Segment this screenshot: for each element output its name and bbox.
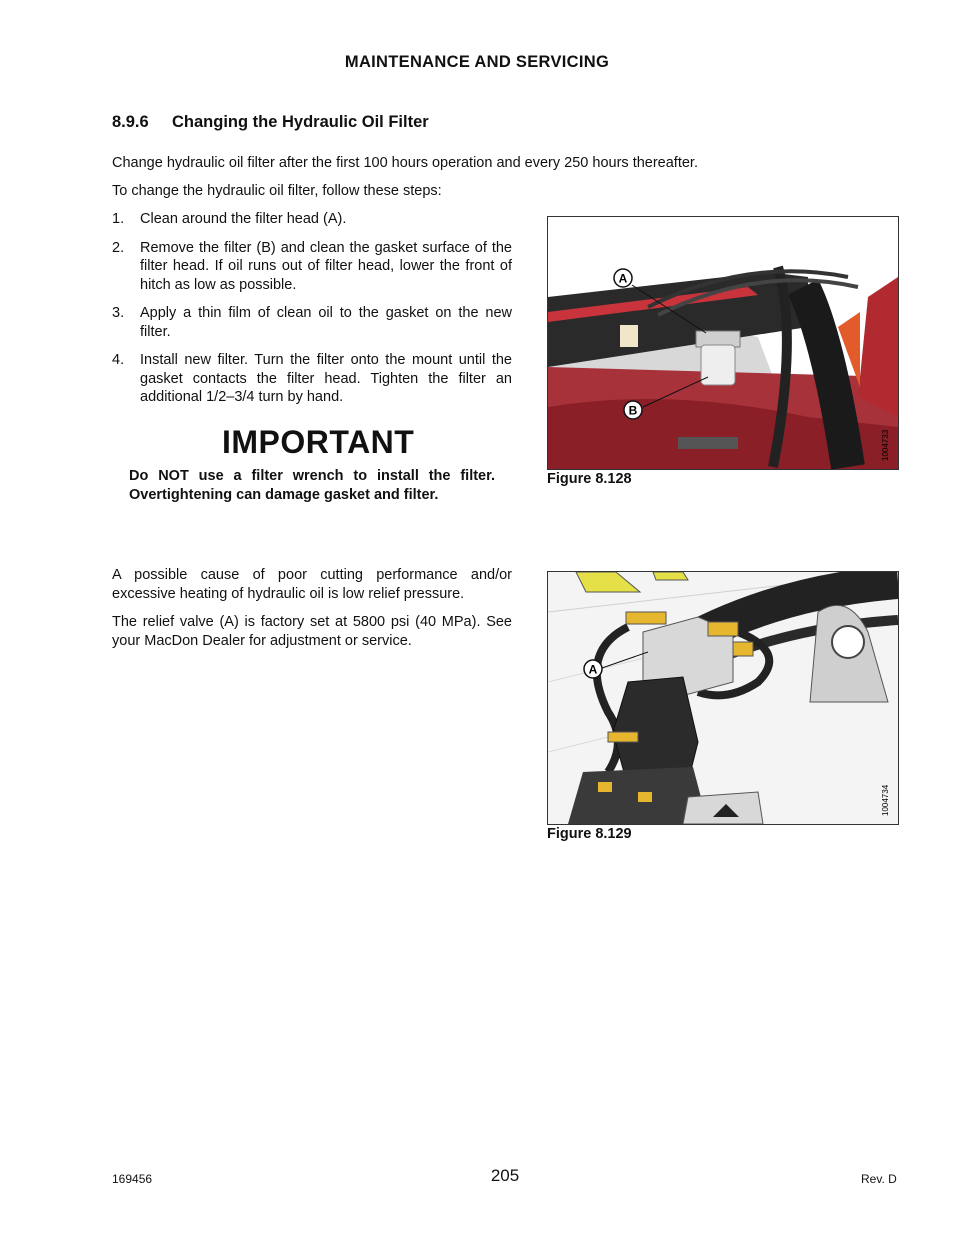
callout-a-label: A bbox=[588, 662, 598, 677]
page-number: 205 bbox=[490, 1166, 520, 1185]
figure-id: 1004733 bbox=[881, 429, 890, 461]
relief-paragraph: A possible cause of poor cutting performance and/or excessive heating of hydraulic oil is low relief pressure. bbox=[112, 567, 512, 602]
important-heading: IMPORTANT bbox=[222, 424, 415, 460]
callout-a-label: A bbox=[618, 271, 628, 286]
oil-filter-illustration bbox=[548, 217, 898, 469]
figure-caption: Figure 8.128 bbox=[547, 471, 632, 487]
section-heading bbox=[112, 113, 429, 132]
relief-valve-paragraph: The relief valve (A) is factory set at 5800 psi (40 MPa). See your MacDon Dealer for adjustment or service. bbox=[112, 614, 512, 649]
step-number: 3. bbox=[112, 305, 125, 321]
step-text: Remove the filter (B) and clean the gasket surface of the filter head. If oil runs out of filter head, lower the front of hitch as low as possible. bbox=[140, 239, 512, 293]
steps-intro: To change the hydraulic oil filter, follow these steps: bbox=[112, 183, 442, 199]
callout-b-label: B bbox=[628, 403, 638, 418]
figure-caption: Figure 8.129 bbox=[547, 826, 632, 842]
list-item bbox=[112, 210, 512, 229]
footer-doc-number: 169456 bbox=[112, 1172, 153, 1186]
relief-valve-illustration bbox=[548, 572, 898, 824]
steps-list bbox=[112, 210, 512, 417]
step-text: Clean around the filter head (A). bbox=[140, 211, 347, 227]
list-item bbox=[112, 239, 512, 295]
important-text: Do NOT use a filter wrench to install the filter. Overtightening can damage gasket and filter. bbox=[129, 468, 495, 503]
figure-id: 1004734 bbox=[881, 784, 890, 816]
section-title: Changing the Hydraulic Oil Filter bbox=[172, 113, 429, 131]
step-text: Install new filter. Turn the filter onto the mount until the gasket contacts the filter head. Tighten the filter an additional 1/2–3/4 turn by hand. bbox=[140, 352, 512, 405]
page-header: MAINTENANCE AND SERVICING bbox=[344, 53, 610, 71]
intro-paragraph: Change hydraulic oil filter after the first 100 hours operation and every 250 hours thereafter. bbox=[112, 155, 698, 171]
figure-oil-filter bbox=[547, 216, 899, 470]
step-number: 4. bbox=[112, 352, 125, 368]
step-text: Apply a thin film of clean oil to the gasket on the new filter. bbox=[140, 305, 512, 340]
step-number: 2. bbox=[112, 239, 125, 256]
list-item bbox=[112, 351, 512, 407]
step-number: 1. bbox=[112, 211, 125, 227]
figure-relief-valve bbox=[547, 571, 899, 825]
list-item bbox=[112, 304, 512, 341]
section-number: 8.9.6 bbox=[112, 113, 149, 131]
footer-revision: Rev. D bbox=[861, 1172, 897, 1186]
